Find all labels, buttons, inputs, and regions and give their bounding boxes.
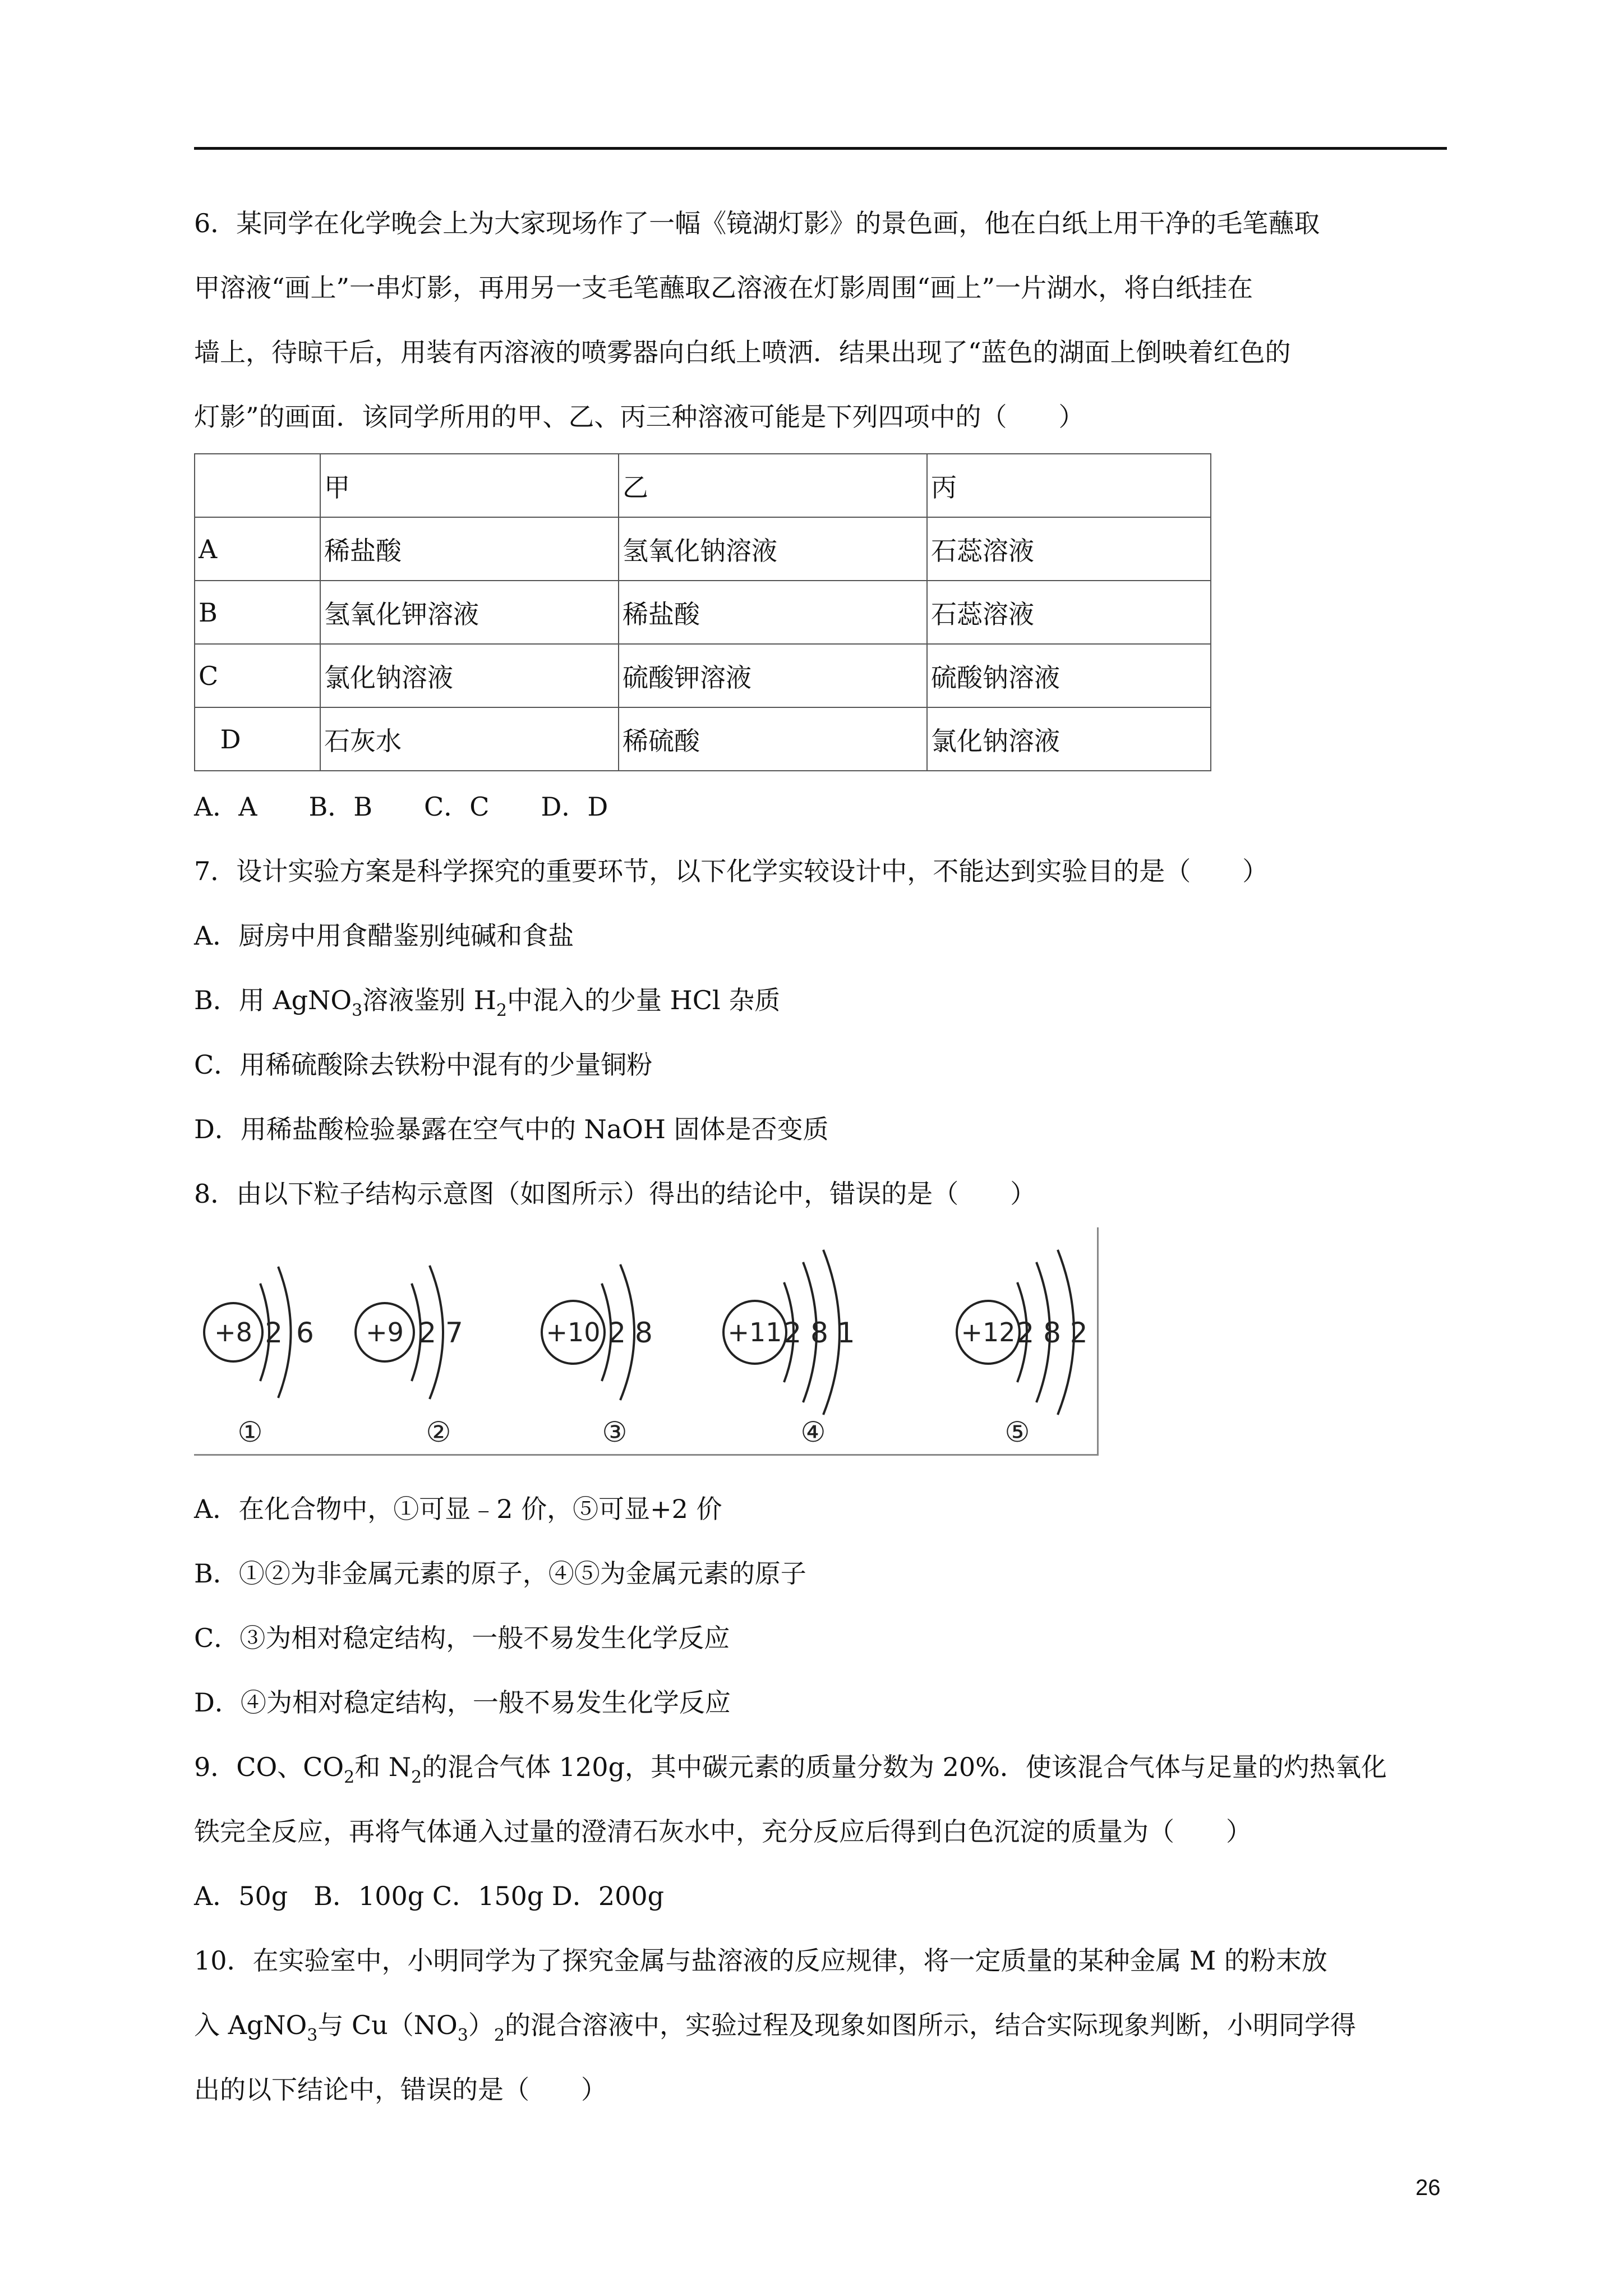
table-cell: A bbox=[195, 517, 320, 581]
particle-label-4: ④ bbox=[800, 1416, 826, 1448]
q10-line-3: 出的以下结论中，错误的是（ ） bbox=[194, 2074, 607, 2105]
q7-stem: 7．设计实验方案是科学探究的重要环节，以下化学实较设计中，不能达到实验目的是（ ） bbox=[194, 856, 1269, 886]
nucleus-label-4: +11 bbox=[727, 1317, 782, 1347]
subscript: 2 bbox=[411, 1768, 422, 1787]
particle-label-2: ② bbox=[426, 1416, 451, 1448]
table-cell: 氯化钠溶液 bbox=[927, 707, 1211, 771]
table-cell: B bbox=[195, 581, 320, 644]
table-cell: 石蕊溶液 bbox=[927, 581, 1211, 644]
subscript: 3 bbox=[457, 2026, 468, 2045]
nucleus-label-3: +10 bbox=[546, 1317, 601, 1347]
particle-structure-figure bbox=[194, 1227, 1099, 1456]
q8-option-d: D．④为相对稳定结构，一般不易发生化学反应 bbox=[194, 1687, 731, 1718]
text: 9．CO、CO bbox=[194, 1752, 344, 1782]
q8-stem: 8．由以下粒子结构示意图（如图所示）得出的结论中，错误的是（ ） bbox=[194, 1179, 1036, 1209]
text: 的混合气体 120g，其中碳元素的质量分数为 20%．使该混合气体与足量的灼热氧化 bbox=[422, 1752, 1387, 1782]
q8-option-a: A．在化合物中，①可显﹣2 价，⑤可显+2 价 bbox=[194, 1494, 722, 1524]
nucleus-label-5: +12 bbox=[961, 1317, 1016, 1347]
table-cell: 石蕊溶液 bbox=[927, 517, 1211, 581]
subscript: 3 bbox=[307, 2026, 318, 2045]
particle-label-1: ① bbox=[237, 1416, 263, 1448]
text: B．用 AgNO bbox=[194, 985, 352, 1015]
table-cell: 氢氧化钾溶液 bbox=[320, 581, 619, 644]
table-cell: 氯化钠溶液 bbox=[320, 644, 619, 707]
text: 的混合溶液中，实验过程及现象如图所示，结合实际现象判断，小明同学得 bbox=[504, 2010, 1356, 2040]
q9-line-1 bbox=[194, 1751, 1387, 1787]
q8-option-b: B．①②为非金属元素的原子，④⑤为金属元素的原子 bbox=[194, 1558, 806, 1589]
table-cell: 硫酸钠溶液 bbox=[927, 644, 1211, 707]
table-header-row bbox=[195, 454, 1211, 517]
electron-count-4: 2 8 1 bbox=[783, 1317, 855, 1349]
table-cell: 稀硫酸 bbox=[619, 707, 927, 771]
table-cell: 甲 bbox=[320, 454, 619, 517]
subscript: 2 bbox=[496, 1001, 507, 1020]
q6-line-2: 甲溶液“画上”一串灯影，再用另一支毛笔蘸取乙溶液在灯影周围“画上”一片湖水，将白纸挂在 bbox=[194, 273, 1253, 303]
table-row bbox=[195, 581, 1211, 644]
q6-answer-options: A．A B．B C．C D．D bbox=[194, 792, 608, 822]
q8-option-c: C．③为相对稳定结构，一般不易发生化学反应 bbox=[194, 1623, 730, 1653]
header-rule bbox=[194, 147, 1447, 150]
subscript: 3 bbox=[352, 1001, 363, 1020]
text: 入 AgNO bbox=[194, 2010, 307, 2040]
electron-count-3: 2 8 bbox=[608, 1317, 653, 1349]
table-cell: D bbox=[195, 707, 320, 771]
nucleus-label-2: +9 bbox=[366, 1317, 404, 1347]
electron-count-1: 2 6 bbox=[265, 1317, 314, 1349]
particle-label-5: ⑤ bbox=[1004, 1416, 1030, 1448]
table-cell bbox=[195, 454, 320, 517]
q6-line-3: 墙上，待晾干后，用装有丙溶液的喷雾器向白纸上喷洒．结果出现了“蓝色的湖面上倒映着红色的 bbox=[194, 337, 1291, 367]
q6-line-1: 6．某同学在化学晚会上为大家现场作了一幅《镜湖灯影》的景色画，他在白纸上用干净的毛笔蘸取 bbox=[194, 208, 1320, 238]
q6-options-table bbox=[194, 453, 1211, 771]
page-number: 26 bbox=[1415, 2175, 1441, 2200]
text: 中混入的少量 HCl 杂质 bbox=[507, 985, 781, 1015]
text: ） bbox=[468, 2010, 494, 2040]
q6-line-4: 灯影”的画面．该同学所用的甲、乙、丙三种溶液可能是下列四项中的（ ） bbox=[194, 402, 1085, 432]
text: 溶液鉴别 H bbox=[362, 985, 496, 1015]
q9-answer-options: A．50g B．100g C．150g D．200g bbox=[194, 1881, 665, 1911]
q7-option-b bbox=[194, 984, 780, 1020]
subscript: 2 bbox=[494, 2026, 505, 2045]
q10-line-1: 10．在实验室中，小明同学为了探究金属与盐溶液的反应规律，将一定质量的某种金属 M 的粉末放 bbox=[194, 1945, 1327, 1976]
table-cell: 稀盐酸 bbox=[619, 581, 927, 644]
text: 与 Cu（NO bbox=[317, 2010, 458, 2040]
table-cell: C bbox=[195, 644, 320, 707]
table-cell: 乙 bbox=[619, 454, 927, 517]
electron-count-5: 2 8 2 bbox=[1016, 1317, 1088, 1349]
table-row bbox=[195, 517, 1211, 581]
particle-label-3: ③ bbox=[602, 1416, 628, 1448]
table-cell: 石灰水 bbox=[320, 707, 619, 771]
table-cell: 稀盐酸 bbox=[320, 517, 619, 581]
table-cell: 氢氧化钠溶液 bbox=[619, 517, 927, 581]
subscript: 2 bbox=[344, 1768, 355, 1787]
particle-diagrams bbox=[194, 1227, 1097, 1454]
nucleus-label-1: +8 bbox=[214, 1317, 252, 1347]
table-row bbox=[195, 707, 1211, 771]
q7-option-a: A．厨房中用食醋鉴别纯碱和食盐 bbox=[194, 921, 574, 951]
q10-line-2 bbox=[194, 2009, 1356, 2045]
q7-option-c: C．用稀硫酸除去铁粉中混有的少量铜粉 bbox=[194, 1050, 653, 1080]
table-cell: 丙 bbox=[927, 454, 1211, 517]
q7-option-d: D．用稀盐酸检验暴露在空气中的 NaOH 固体是否变质 bbox=[194, 1114, 829, 1144]
q9-line-2: 铁完全反应，再将气体通入过量的澄清石灰水中，充分反应后得到白色沉淀的质量为（ ） bbox=[194, 1816, 1252, 1847]
table-cell: 硫酸钾溶液 bbox=[619, 644, 927, 707]
text: 和 N bbox=[354, 1752, 412, 1782]
electron-count-2: 2 7 bbox=[418, 1317, 463, 1349]
table-row bbox=[195, 644, 1211, 707]
